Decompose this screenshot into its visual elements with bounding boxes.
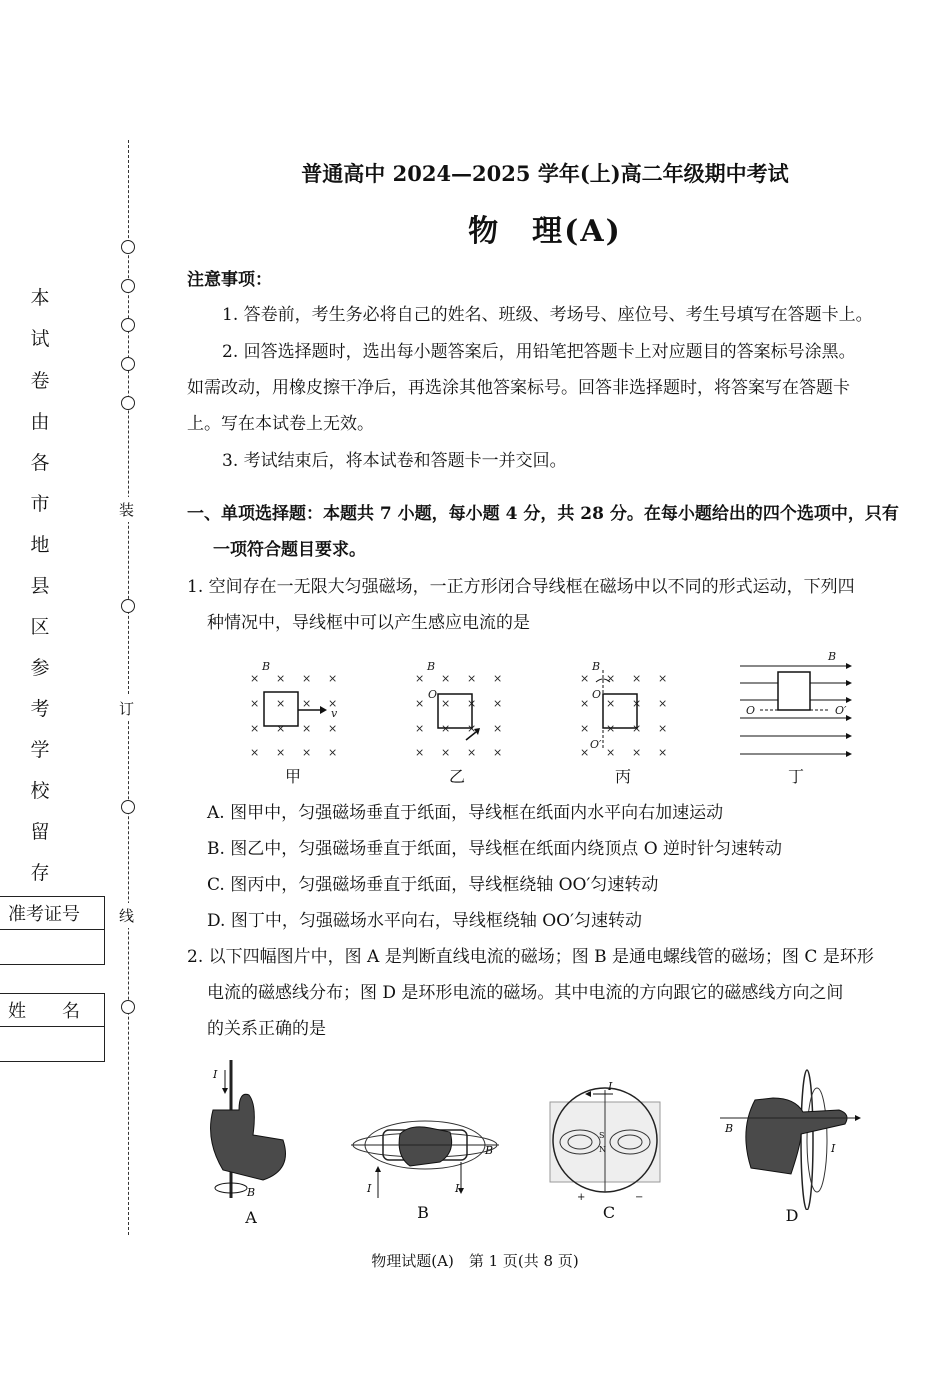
- binding-hole: [121, 396, 135, 410]
- svg-text:O′: O′: [590, 738, 602, 751]
- q2-figures: [195, 1050, 875, 1210]
- svg-text:×: ×: [632, 722, 642, 735]
- svg-text:×: ×: [658, 672, 668, 685]
- figure-b-solenoid-icon: [351, 1121, 499, 1198]
- svg-text:×: ×: [302, 746, 312, 759]
- figure-label: B: [417, 1203, 429, 1222]
- name-field[interactable]: [0, 993, 105, 1062]
- figure-yi: [415, 660, 502, 759]
- svg-text:×: ×: [441, 697, 451, 710]
- svg-text:×: ×: [302, 722, 312, 735]
- svg-text:×: ×: [276, 722, 286, 735]
- notice-item: 如需改动，用橡皮擦干净后，再选涂其他答案标号。回答非选择题时，将答案写在答题卡: [187, 378, 850, 398]
- svg-text:×: ×: [328, 746, 338, 759]
- svg-text:I: I: [367, 1182, 372, 1195]
- option-a: A. 图甲中，匀强磁场垂直于纸面，导线框在纸面内水平向右加速运动: [207, 803, 724, 823]
- binding-mark: 装: [119, 497, 134, 522]
- figure-label: 丙: [614, 767, 631, 786]
- svg-text:×: ×: [250, 672, 260, 685]
- svg-text:×: ×: [467, 746, 477, 759]
- svg-text:×: ×: [250, 722, 260, 735]
- figure-bing: [580, 660, 667, 759]
- binding-hole: [121, 357, 135, 371]
- svg-text:×: ×: [580, 722, 590, 735]
- svg-text:v: v: [331, 707, 338, 720]
- svg-text:×: ×: [467, 722, 477, 735]
- svg-text:×: ×: [632, 697, 642, 710]
- svg-text:×: ×: [493, 746, 503, 759]
- svg-text:×: ×: [302, 697, 312, 710]
- svg-text:N: N: [599, 1145, 606, 1154]
- svg-text:+: +: [577, 1192, 586, 1203]
- figure-a-hand-icon: [211, 1060, 286, 1199]
- svg-text:S: S: [599, 1131, 605, 1140]
- svg-text:×: ×: [441, 672, 451, 685]
- svg-text:B: B: [592, 660, 601, 673]
- svg-text:O: O: [746, 704, 756, 717]
- figure-label: D: [785, 1206, 799, 1225]
- notice-item: 1. 答卷前，考生务必将自己的姓名、班级、考场号、座位号、考生号填写在答题卡上。: [222, 305, 873, 325]
- svg-text:×: ×: [606, 697, 616, 710]
- svg-text:I: I: [831, 1142, 836, 1155]
- binding-line: [128, 140, 129, 1235]
- binding-hole: [121, 599, 135, 613]
- field-label: 姓 名: [0, 994, 104, 1027]
- svg-text:×: ×: [632, 746, 642, 759]
- svg-text:×: ×: [606, 722, 616, 735]
- notice-title: 注意事项：: [187, 270, 272, 290]
- svg-text:−: −: [635, 1192, 644, 1203]
- svg-text:×: ×: [632, 672, 642, 685]
- svg-text:×: ×: [328, 672, 338, 685]
- binding-hole: [121, 279, 135, 293]
- question-stem: 的关系正确的是: [207, 1019, 326, 1039]
- svg-text:×: ×: [328, 722, 338, 735]
- option-b: B. 图乙中，匀强磁场垂直于纸面，导线框在纸面内绕顶点 O 逆时针匀速转动: [207, 839, 783, 859]
- svg-text:I: I: [213, 1068, 218, 1081]
- binding-hole: [121, 1000, 135, 1014]
- question-stem: 2. 以下四幅图片中，图 A 是判断直线电流的磁场；图 B 是通电螺线管的磁场；图 C 是环形: [187, 947, 874, 967]
- binding-hole: [121, 318, 135, 332]
- svg-text:B: B: [262, 660, 271, 673]
- figure-label: 甲: [284, 767, 301, 786]
- svg-text:×: ×: [415, 697, 425, 710]
- question-stem: 电流的磁感线分布；图 D 是环形电流的磁场。其中电流的方向跟它的磁感线方向之间: [207, 983, 844, 1003]
- svg-text:B: B: [247, 1186, 256, 1199]
- section-heading: 一、单项选择题：本题共 7 小题，每小题 4 分，共 28 分。在每小题给出的四个选项中，只有: [187, 504, 899, 524]
- svg-text:×: ×: [467, 672, 477, 685]
- binding-hole: [121, 800, 135, 814]
- svg-text:B: B: [725, 1122, 734, 1135]
- svg-text:×: ×: [580, 697, 590, 710]
- binding-hole: [121, 240, 135, 254]
- svg-text:B: B: [427, 660, 436, 673]
- figure-label: C: [602, 1203, 616, 1222]
- svg-text:×: ×: [467, 697, 477, 710]
- svg-text:B: B: [828, 650, 837, 663]
- figure-label: A: [245, 1208, 257, 1227]
- q1-figures: [230, 650, 870, 790]
- svg-text:×: ×: [658, 722, 668, 735]
- svg-text:×: ×: [415, 672, 425, 685]
- svg-text:×: ×: [250, 697, 260, 710]
- exam-title: 普通高中 2024—2025 学年(上)高二年级期中考试: [301, 161, 789, 186]
- figure-jia: [250, 660, 338, 759]
- notice-item: 2. 回答选择题时，选出每小题答案后，用铅笔把答题卡上对应题目的答案标号涂黑。: [222, 342, 856, 362]
- svg-text:I: I: [455, 1182, 460, 1195]
- option-c: C. 图丙中，匀强磁场垂直于纸面，导线框绕轴 OO′匀速转动: [207, 875, 659, 895]
- svg-text:×: ×: [580, 746, 590, 759]
- svg-text:×: ×: [328, 697, 338, 710]
- svg-text:B: B: [485, 1144, 494, 1157]
- option-d: D. 图丁中，匀强磁场水平向右，导线框绕轴 OO′匀速转动: [207, 911, 642, 931]
- svg-text:I: I: [608, 1080, 613, 1093]
- svg-text:×: ×: [606, 746, 616, 759]
- svg-text:×: ×: [441, 722, 451, 735]
- svg-text:O: O: [428, 688, 438, 701]
- svg-text:×: ×: [606, 672, 616, 685]
- section-heading: 一项符合题目要求。: [213, 540, 366, 560]
- question-stem: 1. 空间存在一无限大匀强磁场，一正方形闭合导线框在磁场中以不同的形式运动，下列四: [187, 577, 855, 597]
- svg-text:×: ×: [493, 722, 503, 735]
- svg-text:×: ×: [276, 672, 286, 685]
- svg-text:×: ×: [415, 722, 425, 735]
- svg-text:×: ×: [580, 672, 590, 685]
- svg-text:×: ×: [415, 746, 425, 759]
- binding-mark: 线: [119, 903, 134, 928]
- figure-label: 丁: [787, 767, 804, 786]
- figure-ding: [740, 650, 852, 757]
- figure-label: 乙: [448, 767, 465, 786]
- svg-text:×: ×: [302, 672, 312, 685]
- svg-text:O′: O′: [835, 704, 847, 717]
- svg-text:×: ×: [658, 697, 668, 710]
- notice-item: 上。写在本试卷上无效。: [187, 414, 374, 434]
- svg-text:×: ×: [276, 697, 286, 710]
- notice-item: 3. 考试结束后，将本试卷和答题卡一并交回。: [222, 451, 567, 471]
- svg-text:×: ×: [250, 746, 260, 759]
- svg-text:×: ×: [441, 746, 451, 759]
- figure-c-field-lines-icon: [550, 1080, 660, 1203]
- svg-text:×: ×: [493, 697, 503, 710]
- subject-title: 物 理(A): [468, 214, 622, 249]
- figure-d-hand-icon: [720, 1070, 861, 1210]
- field-label: 准考证号: [0, 897, 104, 930]
- svg-text:O: O: [592, 688, 602, 701]
- svg-text:×: ×: [276, 746, 286, 759]
- admission-number-field[interactable]: [0, 896, 105, 965]
- page-footer: 物理试题(A) 第 1 页(共 8 页): [371, 1252, 579, 1270]
- binding-mark: 订: [119, 696, 134, 721]
- svg-text:×: ×: [493, 672, 503, 685]
- svg-text:×: ×: [658, 746, 668, 759]
- question-stem: 种情况中，导线框中可以产生感应电流的是: [207, 613, 530, 633]
